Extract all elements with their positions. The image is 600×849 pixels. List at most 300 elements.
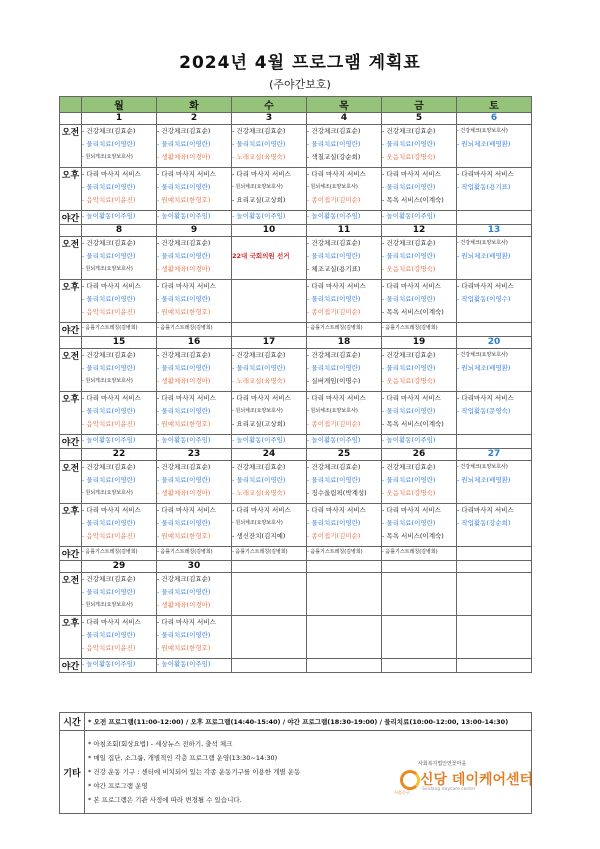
am-row xyxy=(60,349,532,392)
date-number: 12 xyxy=(382,225,457,237)
date-number: 4 xyxy=(307,113,382,125)
date-number: 13 xyxy=(457,225,532,237)
program-cell xyxy=(457,168,532,211)
program-item: - 원뇌체조(배영환) xyxy=(457,140,511,148)
program-item: - 다리 마사지 서비스 xyxy=(307,282,366,290)
date-number: 8 xyxy=(82,225,157,237)
program-item: - 물리치료(이영란) xyxy=(232,140,286,148)
program-cell xyxy=(82,616,157,659)
date-number: 26 xyxy=(382,449,457,461)
program-cell xyxy=(382,461,457,504)
program-cell xyxy=(157,461,232,504)
night-item: - 놀이활동(이주임) xyxy=(157,436,211,444)
header-corner xyxy=(60,97,82,113)
program-cell xyxy=(82,573,157,616)
night-item: - 놀이활동(이주임) xyxy=(82,436,136,444)
program-cell xyxy=(457,349,532,392)
program-item: - 음악치료(이윤진) xyxy=(82,644,136,652)
program-item: - 건강체크(김효순) xyxy=(232,351,286,359)
program-item: - 다리 마사지 서비스 xyxy=(82,170,141,178)
night-item: - 음률기스트레칭(김병희) xyxy=(157,549,213,555)
night-row xyxy=(60,323,532,337)
pm-row xyxy=(60,280,532,323)
program-item: - 요리교실(고상희) xyxy=(232,420,286,428)
night-item: - 음률기스트레칭(김병희) xyxy=(232,549,288,555)
program-item: - 다리 마사지 서비스 xyxy=(232,394,291,402)
night-item: - 놀이활동(이주임) xyxy=(157,212,211,220)
program-item: - 건강체크(김효순) xyxy=(157,127,211,135)
date-number: 6 xyxy=(457,113,532,125)
schedule-table xyxy=(59,96,532,673)
program-item: - 건강체크(김효순) xyxy=(382,351,436,359)
program-cell xyxy=(232,349,307,392)
time-row xyxy=(60,713,532,731)
program-item: - 다리 마사지 서비스 xyxy=(157,506,216,514)
program-item: - 다리 마사지 서비스 xyxy=(382,506,441,514)
date-number: 1 xyxy=(82,113,157,125)
date-number: 9 xyxy=(157,225,232,237)
date-row xyxy=(60,337,532,349)
program-cell xyxy=(457,616,532,659)
program-item: - 건강체크(김효순) xyxy=(307,351,361,359)
program-item: - 생신잔치(김지예) xyxy=(232,532,286,540)
am-label: 오전 xyxy=(60,461,82,504)
program-cell xyxy=(157,280,232,323)
program-cell xyxy=(157,504,232,547)
date-number: 24 xyxy=(232,449,307,461)
program-cell xyxy=(232,237,307,280)
date-number: 11 xyxy=(307,225,382,237)
weekday-tue: 화 xyxy=(157,97,232,113)
program-item: - 건강체크(김효순) xyxy=(82,127,136,135)
program-item: - 물리치료(이영란) xyxy=(382,476,436,484)
program-item: - 다리 마사지 서비스 xyxy=(232,170,291,178)
night-item: - 음률기스트레칭(김병희) xyxy=(382,325,438,331)
night-item: - 음률기스트레칭(김병희) xyxy=(382,549,438,555)
program-cell xyxy=(307,280,382,323)
night-row xyxy=(60,659,532,673)
night-cell xyxy=(382,211,457,225)
time-text: * 오전 프로그램(11:00-12:00) / 오후 프로그램(14:40-15:40) / 야간 프로그램(18:30-19:00) / 물리치료(10:00-12:00, 13:00-14:30) xyxy=(85,713,532,731)
program-item: - 물리치료(이영란) xyxy=(82,519,136,527)
program-cell xyxy=(232,125,307,168)
date-number: 18 xyxy=(307,337,382,349)
program-item: - 건강체크(김효순) xyxy=(382,239,436,247)
night-item: - 놀이활동(이주임) xyxy=(82,212,136,220)
pm-label: 오후 xyxy=(60,616,82,659)
program-item: - 종이접기(김미순) xyxy=(307,532,361,540)
program-item: - 물리치료(이영란) xyxy=(82,631,136,639)
program-item: - 건강체크(김효순) xyxy=(157,463,211,471)
night-cell xyxy=(157,323,232,337)
night-item: - 음률기스트레칭(김병희) xyxy=(307,549,363,555)
program-item: - 물리치료(이영란) xyxy=(307,295,361,303)
program-item: - 다리마사지 서비스 xyxy=(457,282,514,290)
date-row xyxy=(60,449,532,461)
program-cell xyxy=(382,237,457,280)
program-item: - 웃음치료(강명숙) xyxy=(382,153,436,161)
program-item: - 작업활동(이영수) xyxy=(457,295,511,303)
date-number: 22 xyxy=(82,449,157,461)
program-cell xyxy=(157,125,232,168)
night-cell xyxy=(232,323,307,337)
note-item: * 아침조회(회상요법) - 세상뉴스 전하기, 출석 체크 xyxy=(88,740,233,748)
night-cell xyxy=(232,435,307,449)
program-cell xyxy=(382,392,457,435)
date-row xyxy=(60,561,532,573)
program-item: - 다리 마사지 서비스 xyxy=(382,170,441,178)
program-cell xyxy=(157,392,232,435)
night-cell xyxy=(82,435,157,449)
logo-english: Sindang daycare center xyxy=(422,787,476,792)
program-item: - 다리 마사지 서비스 xyxy=(382,282,441,290)
program-item: - 생활체육(이경아) xyxy=(157,377,211,385)
program-item: - 물리치료(이영란) xyxy=(157,183,211,191)
program-item: - 목욕 서비스(이계숙) xyxy=(382,196,444,204)
program-item: - 물리치료(이영란) xyxy=(82,183,136,191)
night-cell xyxy=(82,547,157,561)
program-item: - 원뇌체조(요양보호사) xyxy=(232,520,283,526)
weekday-mon: 월 xyxy=(82,97,157,113)
program-cell xyxy=(307,573,382,616)
pm-row xyxy=(60,616,532,659)
program-item: - 다리 마사지 서비스 xyxy=(307,506,366,514)
program-item: - 원뇌체조(요양보호사) xyxy=(232,408,283,414)
program-item: - 건강체크(요양보호사) xyxy=(457,352,508,358)
program-item: - 원뇌게조(요양보호사) xyxy=(82,602,133,608)
program-cell xyxy=(232,573,307,616)
program-item: - 다리 마사지 서비스 xyxy=(157,282,216,290)
weekday-wed: 수 xyxy=(232,97,307,113)
program-cell xyxy=(382,616,457,659)
program-item: - 건강체크(요양보호사) xyxy=(457,464,508,470)
program-item: - 다리 마사지 서비스 xyxy=(232,506,291,514)
program-item: - 건강체크(김효순) xyxy=(307,239,361,247)
program-item: - 원예치료(한형호) xyxy=(157,420,211,428)
pm-row xyxy=(60,392,532,435)
program-item: - 생활체육(이경아) xyxy=(157,601,211,609)
program-cell xyxy=(457,573,532,616)
program-item: - 웃음치료(강명숙) xyxy=(382,489,436,497)
program-item: - 원뇌체조(배영환) xyxy=(457,252,511,260)
program-item: - 원뇌체조(요양보호사) xyxy=(232,184,283,190)
program-item: - 웃음치료(강명숙) xyxy=(382,265,436,273)
program-item: - 원예치료(한형호) xyxy=(157,308,211,316)
night-cell xyxy=(457,659,532,673)
program-item: - 물리치료(이영란) xyxy=(307,519,361,527)
am-row xyxy=(60,237,532,280)
program-item: - 목욕 서비스(이계숙) xyxy=(382,420,444,428)
date-number: 15 xyxy=(82,337,157,349)
program-item: - 물리치료(이영란) xyxy=(382,364,436,372)
program-item: - 생활체육(이경아) xyxy=(157,153,211,161)
program-item: - 색칠교실(강순희) xyxy=(307,153,361,161)
program-cell xyxy=(382,280,457,323)
program-item: - 노래교실(육명숙) xyxy=(232,153,286,161)
program-item: - 생활체육(이경아) xyxy=(157,489,211,497)
program-item: - 노래교실(육명숙) xyxy=(232,377,286,385)
program-item: - 건강체크(김효순) xyxy=(157,239,211,247)
program-item: - 다리 마사지 서비스 xyxy=(157,170,216,178)
night-cell xyxy=(232,659,307,673)
night-row xyxy=(60,435,532,449)
program-item: - 건강체크(김효순) xyxy=(157,351,211,359)
night-label: 야간 xyxy=(60,547,82,561)
program-item: - 노래교실(육명숙) xyxy=(232,489,286,497)
note-item: * 매일 집단, 소그룹, 개별적인 각층 프로그램 운영(13:30~14:30) xyxy=(88,754,278,762)
date-number xyxy=(307,561,382,573)
pm-row xyxy=(60,168,532,211)
program-item: - 물리치료(이영란) xyxy=(382,252,436,260)
program-cell xyxy=(232,461,307,504)
date-row-spacer xyxy=(60,225,82,237)
program-item: - 물리치료(이영란) xyxy=(82,295,136,303)
program-item: - 원뇌체조(요양보호사) xyxy=(307,184,358,190)
program-cell xyxy=(157,616,232,659)
program-item: - 건강체크(김효순) xyxy=(307,127,361,135)
program-cell xyxy=(307,349,382,392)
program-item: - 음악치료(이윤진) xyxy=(82,420,136,428)
date-number: 25 xyxy=(307,449,382,461)
program-cell xyxy=(382,168,457,211)
program-item: - 건강체크(김효순) xyxy=(382,127,436,135)
night-item: - 놀이활동(이주임) xyxy=(232,436,286,444)
weekday-header-row xyxy=(60,97,532,113)
program-item: - 체조교실(용기표) xyxy=(307,265,361,273)
program-item: - 종이접기(김미순) xyxy=(307,196,361,204)
program-item: - 원뇌체조(요양보호사) xyxy=(307,408,358,414)
program-item: - 물리치료(이영란) xyxy=(157,252,211,260)
program-cell xyxy=(457,237,532,280)
program-item: - 물리치료(이영란) xyxy=(157,519,211,527)
program-item: - 건강체크(김효순) xyxy=(232,463,286,471)
night-cell xyxy=(382,547,457,561)
program-item: - 원예치료(한형호) xyxy=(157,532,211,540)
program-cell xyxy=(157,168,232,211)
date-number xyxy=(232,561,307,573)
night-cell xyxy=(382,323,457,337)
am-row xyxy=(60,573,532,616)
program-cell xyxy=(82,349,157,392)
program-item: - 다리 마사지 서비스 xyxy=(157,394,216,402)
program-item: - 물리치료(이영란) xyxy=(382,183,436,191)
night-item: - 놀이활동(이주임) xyxy=(307,212,361,220)
program-cell xyxy=(82,237,157,280)
program-item: - 물리치료(이영란) xyxy=(157,631,211,639)
program-item: - 목욕 서비스(이계숙) xyxy=(382,532,444,540)
note-item: * 건강 운동 기구 : 센터에 비치되어 있는 각종 운동기구를 이용한 개별 운동 xyxy=(88,768,301,776)
program-item: - 건강체크(김효순) xyxy=(232,127,286,135)
program-cell xyxy=(82,168,157,211)
night-cell xyxy=(307,211,382,225)
night-label: 야간 xyxy=(60,211,82,225)
date-number xyxy=(457,561,532,573)
program-item: - 원뇌게조(요양보호사) xyxy=(82,154,133,160)
program-item: - 물리치료(이영란) xyxy=(82,407,136,415)
program-item: - 원뇌게조(요양보호사) xyxy=(82,490,133,496)
program-cell xyxy=(307,392,382,435)
program-item: - 작업활동(문영숙) xyxy=(457,407,511,415)
program-cell xyxy=(382,125,457,168)
program-item: - 물리치료(이영란) xyxy=(232,364,286,372)
program-cell xyxy=(157,573,232,616)
weekday-fri: 금 xyxy=(382,97,457,113)
night-cell xyxy=(457,323,532,337)
program-cell xyxy=(457,280,532,323)
night-cell xyxy=(457,435,532,449)
date-number: 29 xyxy=(82,561,157,573)
program-item: - 음악치료(이윤진) xyxy=(82,532,136,540)
program-item: - 물리치료(이영란) xyxy=(82,140,136,148)
pm-label: 오후 xyxy=(60,168,82,211)
program-item: - 다리마사지 서비스 xyxy=(457,170,514,178)
program-item: - 작업활동(용기표) xyxy=(457,183,511,191)
program-cell xyxy=(82,125,157,168)
date-number xyxy=(382,561,457,573)
date-number: 30 xyxy=(157,561,232,573)
note-item: * 본 프로그램은 기관 사정에 따라 변경될 수 있습니다. xyxy=(88,796,242,804)
night-item: - 놀이활동(이주임) xyxy=(232,212,286,220)
night-cell xyxy=(307,547,382,561)
program-item: - 물리치료(이영란) xyxy=(307,364,361,372)
program-item xyxy=(232,237,306,250)
program-item: - 작업활동(강순희) xyxy=(457,519,511,527)
date-number: 27 xyxy=(457,449,532,461)
program-item: - 물리치료(이영란) xyxy=(157,476,211,484)
night-item: - 음률기스트레칭(김병희) xyxy=(157,325,213,331)
program-item: - 다리 마사지 서비스 xyxy=(82,394,141,402)
night-item: - 음률기스트레칭(김병희) xyxy=(82,549,138,555)
program-item: - 물리치료(이영란) xyxy=(232,476,286,484)
program-cell xyxy=(457,392,532,435)
program-cell xyxy=(232,504,307,547)
program-item: - 물리치료(이영란) xyxy=(382,407,436,415)
night-cell xyxy=(82,659,157,673)
program-cell xyxy=(382,573,457,616)
program-cell xyxy=(307,461,382,504)
night-cell xyxy=(307,323,382,337)
date-number: 2 xyxy=(157,113,232,125)
program-item: - 물리치료(이영란) xyxy=(157,295,211,303)
night-cell xyxy=(157,547,232,561)
program-cell xyxy=(307,168,382,211)
night-cell xyxy=(457,211,532,225)
program-cell xyxy=(82,504,157,547)
date-row-spacer xyxy=(60,449,82,461)
logo-mark-icon xyxy=(400,770,420,790)
program-cell xyxy=(307,616,382,659)
date-number: 19 xyxy=(382,337,457,349)
program-item: - 실버게임(이명수) xyxy=(307,377,361,385)
night-cell xyxy=(382,435,457,449)
am-label: 오전 xyxy=(60,125,82,168)
time-label: 시간 xyxy=(60,713,85,731)
program-item: - 다리 마사지 서비스 xyxy=(382,394,441,402)
program-item: - 원예치료(한형호) xyxy=(157,196,211,204)
date-number: 17 xyxy=(232,337,307,349)
program-item: 22대 국회의원 선거 xyxy=(232,252,290,260)
am-row xyxy=(60,461,532,504)
night-cell xyxy=(457,547,532,561)
program-item: - 물리치료(이영란) xyxy=(307,252,361,260)
page-title: 2024년 4월 프로그램 계획표 xyxy=(179,53,421,73)
note-item: * 야간 프로그램 운영 xyxy=(88,782,148,790)
program-item: - 물리치료(이영란) xyxy=(82,476,136,484)
program-cell xyxy=(82,280,157,323)
program-cell xyxy=(382,504,457,547)
program-item: - 물리치료(이영란) xyxy=(82,252,136,260)
logo-name: 신당 데이케어센터 xyxy=(420,772,534,788)
center-logo xyxy=(390,760,534,796)
pm-label: 오후 xyxy=(60,280,82,323)
program-cell xyxy=(82,461,157,504)
night-cell xyxy=(382,659,457,673)
program-item: - 물리치료(이영란) xyxy=(157,407,211,415)
program-cell xyxy=(307,125,382,168)
night-item: - 놀이활동(이주임) xyxy=(157,660,211,668)
night-cell xyxy=(157,659,232,673)
program-item: - 음악치료(이윤진) xyxy=(82,196,136,204)
pm-label: 오후 xyxy=(60,392,82,435)
date-row xyxy=(60,113,532,125)
date-row xyxy=(60,225,532,237)
night-cell xyxy=(157,435,232,449)
program-item: - 목욕 서비스(이계숙) xyxy=(382,308,444,316)
date-row-spacer xyxy=(60,337,82,349)
program-item: - 물리치료(이영란) xyxy=(82,364,136,372)
program-cell xyxy=(157,237,232,280)
am-label: 오전 xyxy=(60,573,82,616)
night-item: - 음률기스트레칭(김병희) xyxy=(307,325,363,331)
program-item: - 다리 마사지 서비스 xyxy=(82,506,141,514)
night-cell xyxy=(307,435,382,449)
night-cell xyxy=(232,547,307,561)
night-cell xyxy=(157,211,232,225)
program-item: - 물리치료(이영란) xyxy=(157,588,211,596)
date-number: 10 xyxy=(232,225,307,237)
program-cell xyxy=(232,392,307,435)
program-cell xyxy=(157,349,232,392)
program-cell xyxy=(457,125,532,168)
program-cell xyxy=(307,237,382,280)
program-item: - 원뇌체조(배영환) xyxy=(457,476,511,484)
program-item: - 건강체크(김효순) xyxy=(82,463,136,471)
program-item: - 건강체크(김효순) xyxy=(157,575,211,583)
date-row-spacer xyxy=(60,561,82,573)
program-item: - 건강체크(요양보호사) xyxy=(457,240,508,246)
program-item: - 생활체육(이경아) xyxy=(157,265,211,273)
program-item: - 물리치료(이영란) xyxy=(382,295,436,303)
etc-label: 기타 xyxy=(60,731,85,814)
program-item: - 건강체크(김효순) xyxy=(82,575,136,583)
date-number: 3 xyxy=(232,113,307,125)
program-item: - 물리치료(이영란) xyxy=(382,519,436,527)
program-item: - 건강체크(김효순) xyxy=(82,351,136,359)
program-item: - 음악치료(이윤진) xyxy=(82,308,136,316)
night-row xyxy=(60,211,532,225)
am-row xyxy=(60,125,532,168)
program-item: - 물리치료(이영란) xyxy=(307,140,361,148)
date-row-spacer xyxy=(60,113,82,125)
program-item: - 웃음치료(강명숙) xyxy=(382,377,436,385)
night-cell xyxy=(232,211,307,225)
program-cell xyxy=(382,349,457,392)
pm-row xyxy=(60,504,532,547)
night-cell xyxy=(82,323,157,337)
program-cell xyxy=(82,392,157,435)
program-item: - 다리마사지 서비스 xyxy=(457,394,514,402)
program-item: - 종이접기(김미순) xyxy=(307,308,361,316)
